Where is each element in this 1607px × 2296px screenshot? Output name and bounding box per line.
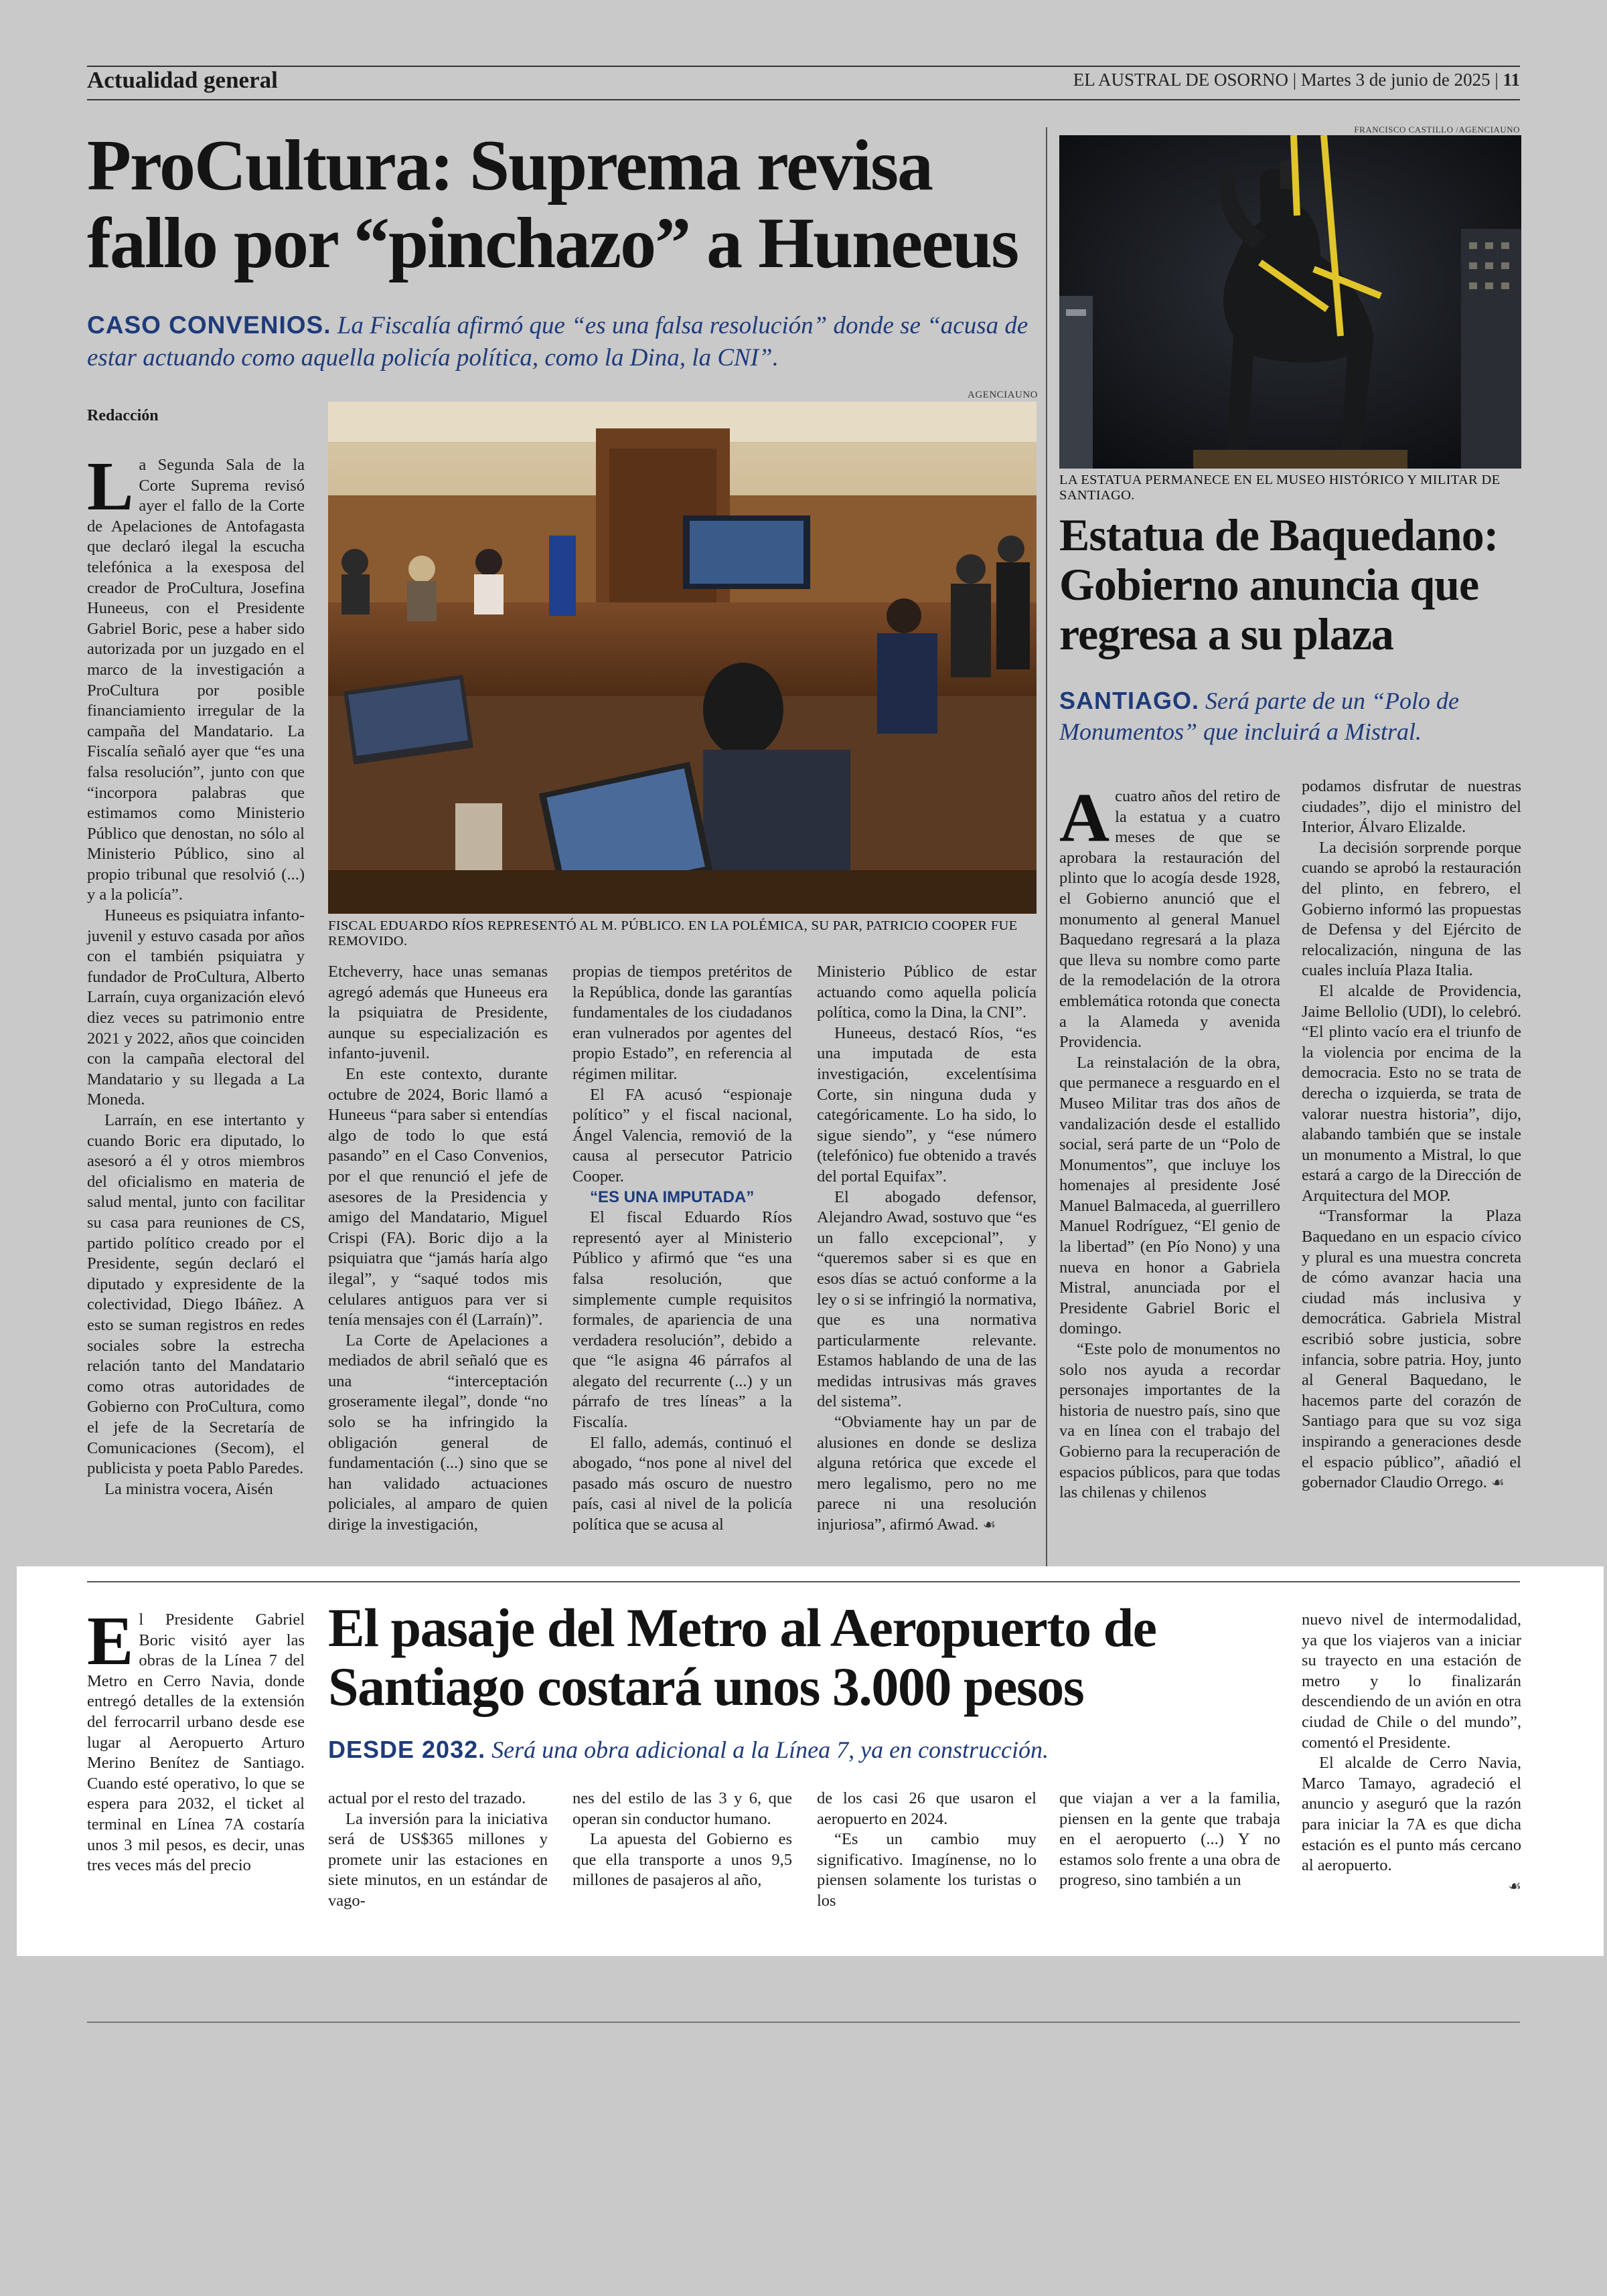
main-col4-p4: “Obviamente hay un par de alusiones en donde se desliza alguna retórica que excede el mero legalismo, pero no me parece ni una resolución injuriosa”, afirmó Awad. ☙ (817, 1413, 1037, 1534)
bottom-col1-p1: l Presidente Gabriel Boric visitó ayer las obras de la Línea 7 del Metro en Cerro Navia, donde entregó detalles de la extensión del ferrocarril urbano desde ese lugar al Aeropuerto Arturo Merino Benítez de Santiago. Cuando esté operativo, lo que se espera para 2032, el ticket al terminal en Línea 7A costaría unos 3 mil pesos, es decir, unas tres veces más del precio (87, 1611, 305, 1875)
side-lead-text: Será parte de un “Polo de Monumentos” que incluirá a Mistral. (1059, 687, 1459, 745)
main-column-4 (817, 962, 1037, 1564)
main-col4-p3: El abogado defensor, Alejandro Awad, sostuvo que “es un fallo excepcional”, y “queremos saber si es que en esos días se actuó conforme a la ley o si se infringió la normativa, que es una normativa particularmente relevante. Estamos hablando de una de las medidas intrusivas más graves del sistema”. (817, 1187, 1037, 1411)
main-col3-p4: El fallo, además, continuó el abogado, “nos pone al nivel del pasado más oscuro de nuestro país, casi al nivel de la policía política que se acusa al (572, 1433, 792, 1534)
main-col2-p2: En este contexto, durante octubre de 2024, Boric llamó a Huneeus “para saber si entendías algo de todo lo que está pasando” en el Caso Convenios, por el que renunció el jefe de asesores de la Presidencia y amigo del Mandatario, Miguel Crispi (FA). Boric dijo a la psiquiatra que “jamás haría algo ilegal”, y “saqué todos mis celulares antiguos para ver si tenía mensajes con él (Larraín)”. (328, 1064, 548, 1329)
bottom-column-4 (817, 1789, 1037, 1922)
section-label: Actualidad general (87, 67, 278, 93)
publication-name: EL AUSTRAL DE OSORNO (1073, 70, 1288, 90)
main-col3-p2: El FA acusó “espionaje político” y el fiscal nacional, Ángel Valencia, removió de la causa al persecutor Patricio Cooper. (572, 1085, 792, 1185)
main-col3-p1: propias de tiempos pretéritos de la República, donde las garantías fundamentales de los ciudadanos eran vulnerados por agentes del propio Estado”, en referencia al régimen militar. (572, 963, 792, 1083)
bottom-column-5 (1059, 1789, 1280, 1922)
main-headline: ProCultura: Suprema revisa fallo por “pinchazo” a Huneeus (87, 126, 1018, 283)
main-col4-p2: Huneeus, destacó Ríos, “es una imputada de esta investigación, excelentísima Corte, sin ninguna duda y categóricamente. Lo ha sido, lo sigue siendo”, y “ese número (telefónico) fue obtenido a través del portal Equifax”. (817, 1023, 1037, 1185)
main-dropcap: L (87, 448, 134, 525)
main-col4-p1: Ministerio Público de estar actuando como aquella policía política, como la Dina, la CNI”. (817, 963, 1037, 1022)
bottom-end-mark: ☙ (1508, 1878, 1521, 1895)
bottom-col5-p1: que viajan a ver a la familia, piensen en la gente que trabaja en el aeropuerto (...) Y no estamos solo frente a una obra de progreso, sino también a un (1059, 1789, 1280, 1890)
header-bottom-rule (87, 99, 1520, 100)
side-photo-caption: LA ESTATUA PERMANECE EN EL MUSEO HISTÓRICO Y MILITAR DE SANTIAGO. (1059, 473, 1501, 503)
bottom-col6-p1: nuevo nivel de intermodalidad, ya que los viajeros van a iniciar su trayecto en una estación de metro y lo finalizarán descendiendo de un avión en otra ciudad de Chile o del mundo”, comentó el Presidente. (1302, 1611, 1521, 1752)
bottom-kicker: DESDE 2032. (328, 1736, 486, 1763)
main-lead-text: La Fiscalía afirmó que “es una falsa resolución” donde se “acusa de estar actuando como aquella policía política, como la Dina, la CNI”. (87, 312, 1028, 372)
side-dropcap: A (1059, 779, 1110, 856)
side-col2-p1: podamos disfrutar de nuestras ciudades”, dijo el ministro del Interior, Álvaro Elizalde. (1302, 777, 1521, 837)
page-footer-rule (87, 2022, 1520, 2023)
main-col3-subhead: “ES UNA IMPUTADA” (590, 1187, 755, 1206)
side-col1-p1: cuatro años del retiro de la estatua y a cuatro meses de que se aprobara la restauración del plinto que lo acogía desde 1928, el Gobierno anunció que el monumento al general Manuel Baquedano regresará a la plaza que lleva su nombre como parte de la remodelación de la otrora emblemática rotonda que conecta a la Alameda y avenida Providencia. (1059, 787, 1280, 1052)
main-lead (87, 309, 1038, 374)
bottom-dropcap: E (87, 1603, 134, 1679)
bottom-story-top-rule (87, 1581, 1520, 1582)
main-col1-p3: Larraín, en ese intertanto y cuando Boric era diputado, lo asesoró a él y otros miembros del oficialismo en materia de salud mental, junto con facilitar su casa para reuniones de CS, partido político creado por el Presidente, según declaró el diputado y expresidente de la colectividad, Diego Ibáñez. A esto se suman registros en redes sociales sobre la estrecha relación tanto del Mandatario como otras autoridades de Gobierno con ProCultura, como el jefe de la Secretaría de Comunicaciones (Secom), el publicista y poeta Pablo Paredes. (87, 1111, 305, 1478)
bottom-col3-p2: La apuesta del Gobierno es que ella transporte a unos 9,5 millones de pasajeros al año, (572, 1830, 792, 1890)
main-kicker: CASO CONVENIOS. (87, 311, 331, 339)
main-col2-p1: Etcheverry, hace unas semanas agregó además que Huneeus era la psiquiatra de Presidente, aunque su especialización es infanto-juvenil. (328, 963, 548, 1063)
issue-date: Martes 3 de junio de 2025 (1300, 70, 1490, 90)
side-lead (1059, 685, 1521, 747)
main-col1-p1: a Segunda Sala de la Corte Suprema revisó ayer el fallo de la Corte de Apelaciones de Antofagasta que declaró ilegal la escucha telefónica a la exesposa del creador de ProCultura, Josefina Huneeus, con el Presidente Gabriel Boric, pese a haber sido autorizada por un juzgado en el marco de la investigación a ProCultura por posible financiamiento irregular de la campaña del Mandatario. La Fiscalía señaló ayer que “es una falsa resolución”, junto con que “incorpora palabras que estimamos como Ministerio Público que denostan, no sólo al Ministerio Público, sino al propio tribunal que resolvió (...) y a la policía”. (87, 456, 305, 904)
statue-photo (1059, 135, 1521, 469)
bottom-col4-p2: “Es un cambio muy significativo. Imagínense, no lo piensen solamente los turistas o los (817, 1830, 1037, 1910)
bottom-col2-p1: actual por el resto del trazado. (328, 1789, 526, 1807)
side-headline: Estatua de Baquedano: Gobierno anuncia que regresa a su plaza (1059, 509, 1499, 659)
side-col2-p3: El alcalde de Providencia, Jaime Bellolio (UDI), lo celebró. “El plinto vacío era el triunfo de la violencia por encima de la democracia. Esto no se trata de derecha o izquierda, se trata de valorar nuestra historia”, dijo, alabando también que se instale un monumento a Mistral, lo que estará a cargo de la Dirección de Arquitectura del MOP. (1302, 981, 1521, 1205)
main-end-mark: ☙ (982, 1517, 996, 1534)
main-column-1 (87, 448, 305, 1566)
main-photo-credit: AGENCIAUNO (968, 390, 1038, 400)
side-column-1 (1059, 779, 1280, 1566)
bottom-column-2 (328, 1789, 548, 1922)
main-col3-p3: El fiscal Eduardo Ríos representó ayer al Ministerio Público y afirmó que “es una falsa resolución, que simplemente cumple requisitos formales, de apariencia de una verdadera resolución”, debido a que “le asigna 46 párrafos al alegato del recurrente (...) y un párrafo de tres líneas” a la Fiscalía. (572, 1208, 792, 1432)
bottom-col3-p1: nes del estilo de las 3 y 6, que operan sin conductor humano. (572, 1789, 792, 1828)
side-column-2 (1302, 776, 1521, 1566)
main-col1-p4: La ministra vocera, Aisén (104, 1479, 273, 1498)
bottom-column-3 (572, 1789, 792, 1922)
main-photo-caption: FISCAL EDUARDO RÍOS REPRESENTÓ AL M. PÚBLICO. EN LA POLÉMICA, SU PAR, PATRICIO COOPER FUE REMOVIDO. (328, 918, 1018, 949)
page-number: 11 (1503, 70, 1520, 90)
bottom-col4-p1: de los casi 26 que usaron el aeropuerto en 2024. (817, 1789, 1037, 1828)
side-col2-p4: “Transformar la Plaza Baquedano en un espacio cívico y plural es una muestra concreta de cómo avanzar hacia una ciudad más inclusiva y democrática. Gabriela Mistral escribió sobre justicia, sobre infancia, sobre patria. Hoy, junto al General Baquedano, le hacemos parte del corazón de Santiago para que su voz siga inspirando a generaciones desde el espacio público”, añadió el gobernador Claudio Orrego. ☙ (1302, 1207, 1521, 1492)
side-photo-credit: FRANCISCO CASTILLO /AGENCIAUNO (1354, 125, 1520, 135)
side-end-mark: ☙ (1491, 1475, 1505, 1492)
bottom-column-1 (87, 1603, 305, 1918)
side-col1-p2: La reinstalación de la obra, que permanece a resguardo en el Museo Militar tras dos años de vandalización desde el estallido social, será parte de un “Polo de Monumentos”, que incluye los homenajes al presidente José Manuel Balmaceda, al guerrillero Manuel Rodríguez, “El genio de la libertad” (en Pío Nono) y una nueva en honor a Gabriela Mistral, anunciada por el Presidente Gabriel Boric el domingo. (1059, 1053, 1280, 1338)
column-divider (1046, 127, 1047, 1566)
main-column-3 (572, 962, 792, 1564)
bottom-col2-p2: La inversión para la iniciativa será de US$365 millones y promete unir las estaciones en siete minutos, en un estándar de vago- (328, 1809, 548, 1910)
bottom-lead (328, 1734, 1266, 1766)
bottom-lead-text: Será una obra adicional a la Línea 7, ya en construcción. (491, 1736, 1049, 1763)
bottom-column-6 (1302, 1610, 1521, 1918)
main-column-2 (328, 962, 548, 1564)
bottom-headline: El pasaje del Metro al Aeropuerto de Santiago costará unos 3.000 pesos (328, 1597, 1156, 1717)
main-col2-p3: La Corte de Apelaciones a mediados de abril señaló que es una “interceptación groseramente ilegal”, donde “no solo se ha infringido la obligación general de fundamentación (...) sino que se han validado actuaciones policiales, al amparo de quien dirige la investigación, (328, 1331, 548, 1534)
side-kicker: SANTIAGO. (1059, 687, 1200, 714)
header-dateline: EL AUSTRAL DE OSORNO | Martes 3 de junio de 2025 | 11 (1073, 70, 1520, 90)
byline: Redacción (87, 407, 159, 424)
courtroom-photo (328, 402, 1037, 914)
bottom-col6-p2: El alcalde de Cerro Navia, Marco Tamayo, agradeció el anuncio y aseguró que la razón para iniciar la 7A es que dicha estación es el punto más cercano al aeropuerto. (1302, 1754, 1521, 1875)
header-top-rule (87, 66, 1520, 67)
side-col1-p3: “Este polo de monumentos no solo nos ayuda a recordar personajes importantes de la historia de nuestro país, sino que va en línea con el trabajo del Gobierno para la recuperación de espacios públicos, para que todas las chilenas y chilenos (1059, 1340, 1280, 1502)
side-col2-p2: La decisión sorprende porque cuando se aprobó la restauración del plinto, en febrero, el Gobierno informó las propuestas de Defensa y del Ejército de relocalización, ninguna de las cuales incluía Plaza Italia. (1302, 838, 1521, 980)
main-col1-p2: Huneeus es psiquiatra infanto-juvenil y estuvo casada por años con el también psiquiatra y fundador de ProCultura, Alberto Larraín, cuya organización elevó diez veces su patrimonio entre 2021 y 2022, años que coinciden con la campaña electoral del Mandatario y su llegada a La Moneda. (87, 906, 305, 1109)
